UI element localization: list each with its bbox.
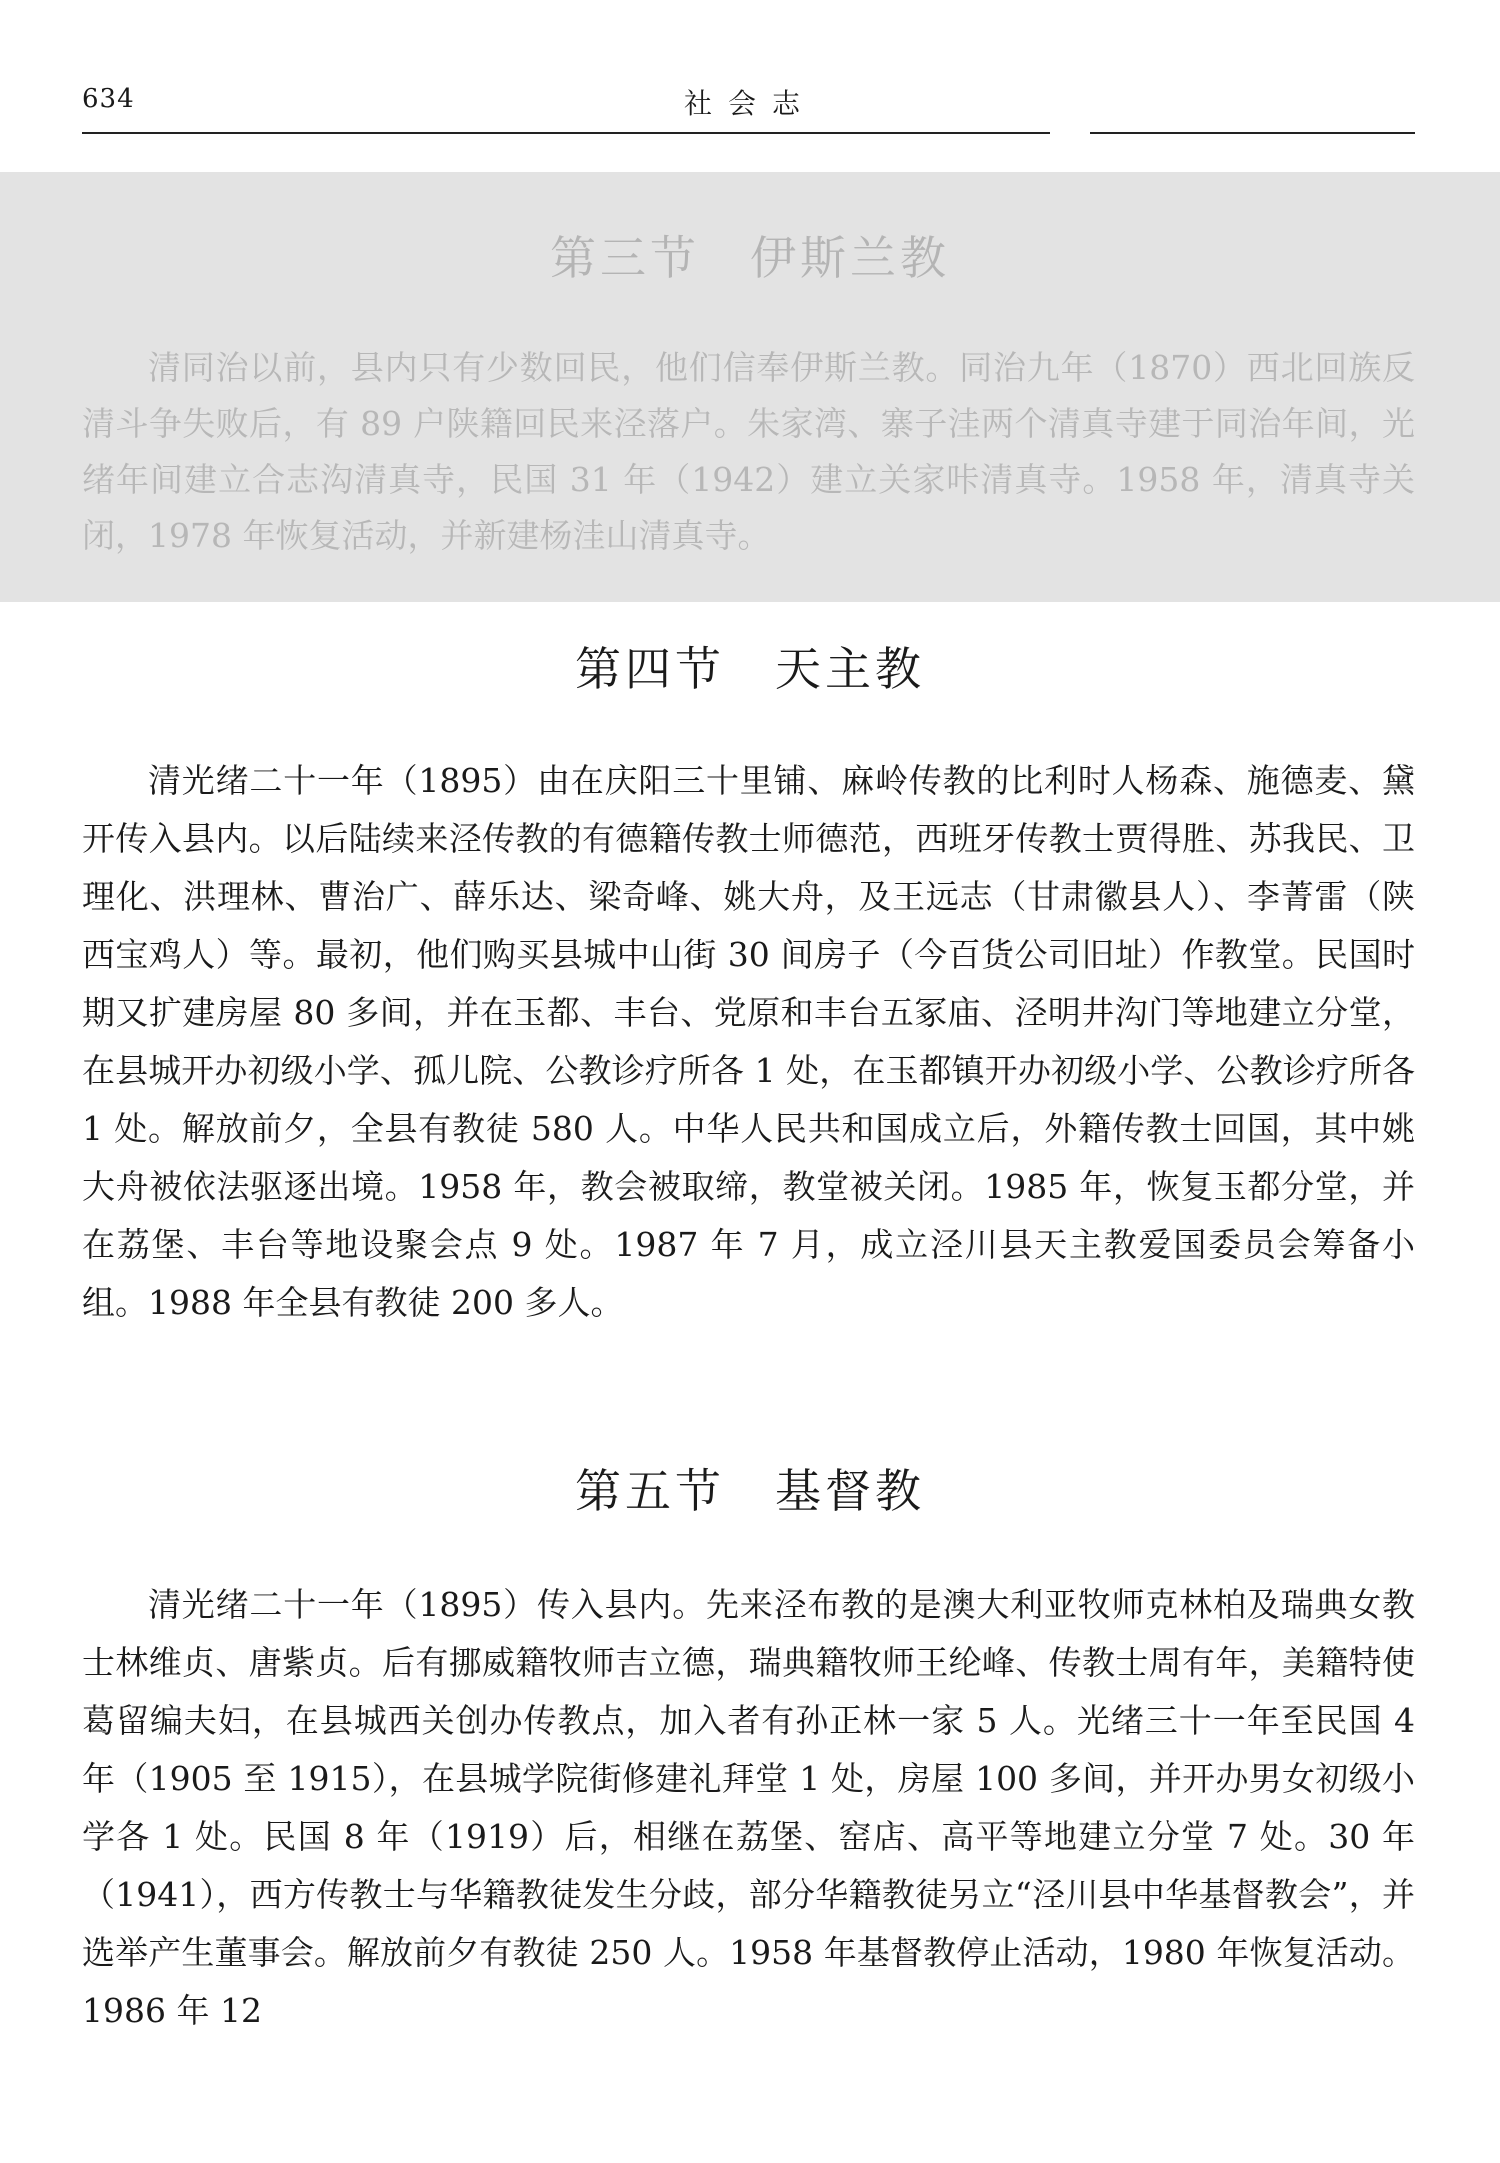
header-rule-right — [1090, 132, 1415, 134]
section-title-catholicism: 第四节 天主教 — [575, 642, 925, 696]
section-title-christianity: 第五节 基督教 — [575, 1464, 925, 1518]
section-paragraph-islam: 清同治以前，县内只有少数回民，他们信奉伊斯兰教。同治九年（1870）西北回族反清斗争失败后，有 89 户陕籍回民来泾落户。朱家湾、寨子洼两个清真寺建于同治年间，光绪年间建立合志沟清真寺，民国 31 年（1942）建立关家咔清真寺。1958 年，清真寺关闭，1978 年恢复活动，并新建杨洼山清真寺。 — [82, 348, 1415, 555]
running-head: 社会志 — [683, 87, 816, 120]
section-paragraph-catholicism: 清光绪二十一年（1895）由在庆阳三十里铺、麻岭传教的比利时人杨森、施德麦、黛开传入县内。以后陆续来泾传教的有德籍传教士师德范，西班牙传教士贾得胜、苏我民、卫理化、洪理林、曹治广、薛乐达、梁奇峰、姚大舟，及王远志（甘肃徽县人）、李菁雷（陕西宝鸡人）等。最初，他们购买县城中山街 30 间房子（今百货公司旧址）作教堂。民国时期又扩建房屋 80 多间，并在玉都、丰台、党原和丰台五冢庙、泾明井沟门等地建立分堂，在县城开办初级小学、孤儿院、公教诊疗所各 1 处，在玉都镇开办初级小学、公教诊疗所各 1 处。解放前夕，全县有教徒 580 人。中华人民共和国成立后，外籍传教士回国，其中姚大舟被依法驱逐出境。1958 年，教会被取缔，教堂被关闭。1985 年，恢复玉都分堂，并在荔堡、丰台等地设聚会点 9 处。1987 年 7 月，成立泾川县天主教爱国委员会筹备小组。1988 年全县有教徒 200 多人。 — [82, 761, 1415, 1322]
page-number: 634 — [82, 84, 135, 114]
header-rule-left — [82, 132, 1050, 134]
section-title-islam: 第三节 伊斯兰教 — [550, 231, 950, 285]
section-paragraph-christianity: 清光绪二十一年（1895）传入县内。先来泾布教的是澳大利亚牧师克林柏及瑞典女教士林维贞、唐紫贞。后有挪威籍牧师吉立德，瑞典籍牧师王纶峰、传教士周有年，美籍特使葛留编夫妇，在县城西关创办传教点，加入者有孙正林一家 5 人。光绪三十一年至民国 4 年（1905 至 1915），在县城学院街修建礼拜堂 1 处，房屋 100 多间，并开办男女初级小学各 1 处。民国 8 年（1919）后，相继在荔堡、窑店、高平等地建立分堂 7 处。30 年（1941），西方传教士与华籍教徒发生分歧，部分华籍教徒另立“泾川县中华基督教会”，并选举产生董事会。解放前夕有教徒 250 人。1958 年基督教停止活动，1980 年恢复活动。1986 年 12 — [82, 1585, 1415, 2030]
